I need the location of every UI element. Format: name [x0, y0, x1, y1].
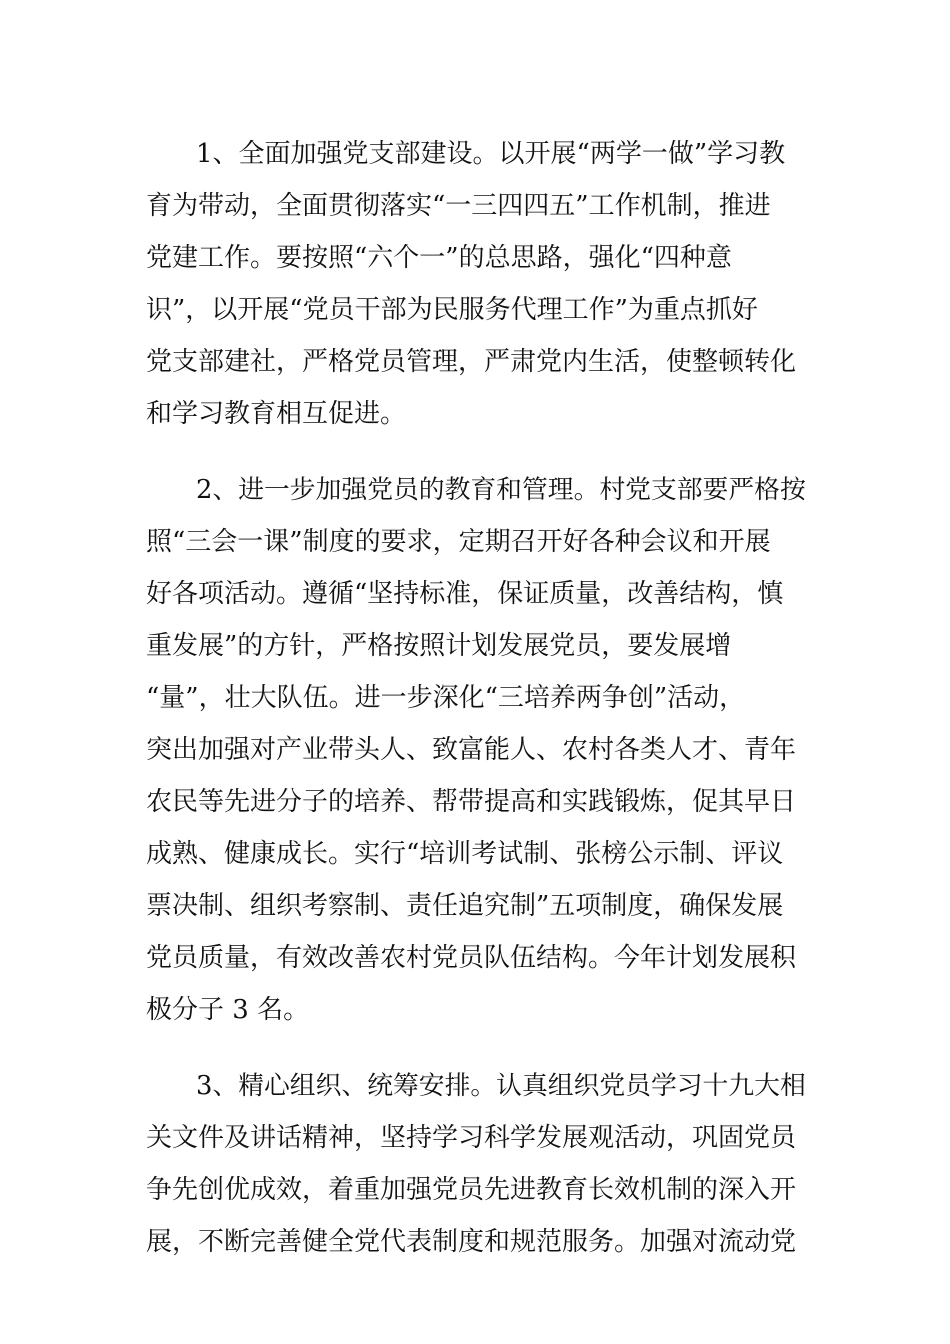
- text-line: 成熟、健康成长。实行“培训考试制、张榜公示制、评议: [146, 839, 784, 869]
- paragraph-spacer: [146, 440, 806, 464]
- paragraph-1: [146, 128, 806, 440]
- text-line: 票决制、组织考察制、责任追究制”五项制度，确保发展: [146, 891, 784, 921]
- text-line: “量”，壮大队伍。进一步深化“三培养两争创”活动，: [146, 683, 746, 713]
- text-line: 农民等先进分子的培养、帮带提高和实践锻炼，促其早日: [146, 787, 797, 817]
- text-line: 重发展”的方针，严格按照计划发展党员，要发展增: [146, 631, 732, 661]
- text-line: 争先创优成效，着重加强党员先进教育长效机制的深入开: [146, 1175, 797, 1205]
- paragraph-2: [146, 464, 806, 1036]
- text-line: 党建工作。要按照“六个一”的总思路，强化“四种意: [146, 243, 732, 273]
- text-line: 党员质量，有效改善农村党员队伍结构。今年计划发展积: [146, 943, 797, 973]
- paragraph-spacer: [146, 1036, 806, 1060]
- document-body: [146, 128, 806, 1268]
- text-line: 照“三会一课”制度的要求，定期召开好各种会议和开展: [146, 527, 771, 557]
- text-line: 1、全面加强党支部建设。以开展“两学一做”学习教: [196, 139, 786, 169]
- text-line: 极分子 3 名。: [146, 995, 310, 1025]
- text-line: 识”，以开展“党员干部为民服务代理工作”为重点抓好: [146, 295, 758, 325]
- text-line: 3、精心组织、统筹安排。认真组织党员学习十九大相: [196, 1071, 806, 1101]
- text-line: 展，不断完善健全党代表制度和规范服务。加强对流动党: [146, 1227, 797, 1257]
- text-line: 育为带动，全面贯彻落实“一三四四五”工作机制，推进: [146, 191, 771, 221]
- text-line: 党支部建社，严格党员管理，严肃党内生活，使整顿转化: [146, 347, 797, 377]
- text-line: 好各项活动。遵循“坚持标准，保证质量，改善结构，慎: [146, 579, 784, 609]
- text-line: 和学习教育相互促进。: [146, 399, 407, 429]
- text-line: 突出加强对产业带头人、致富能人、农村各类人才、青年: [146, 735, 797, 765]
- text-line: 关文件及讲话精神，坚持学习科学发展观活动，巩固党员: [146, 1123, 797, 1153]
- text-line: 2、进一步加强党员的教育和管理。村党支部要严格按: [196, 475, 806, 505]
- paragraph-3: [146, 1060, 806, 1268]
